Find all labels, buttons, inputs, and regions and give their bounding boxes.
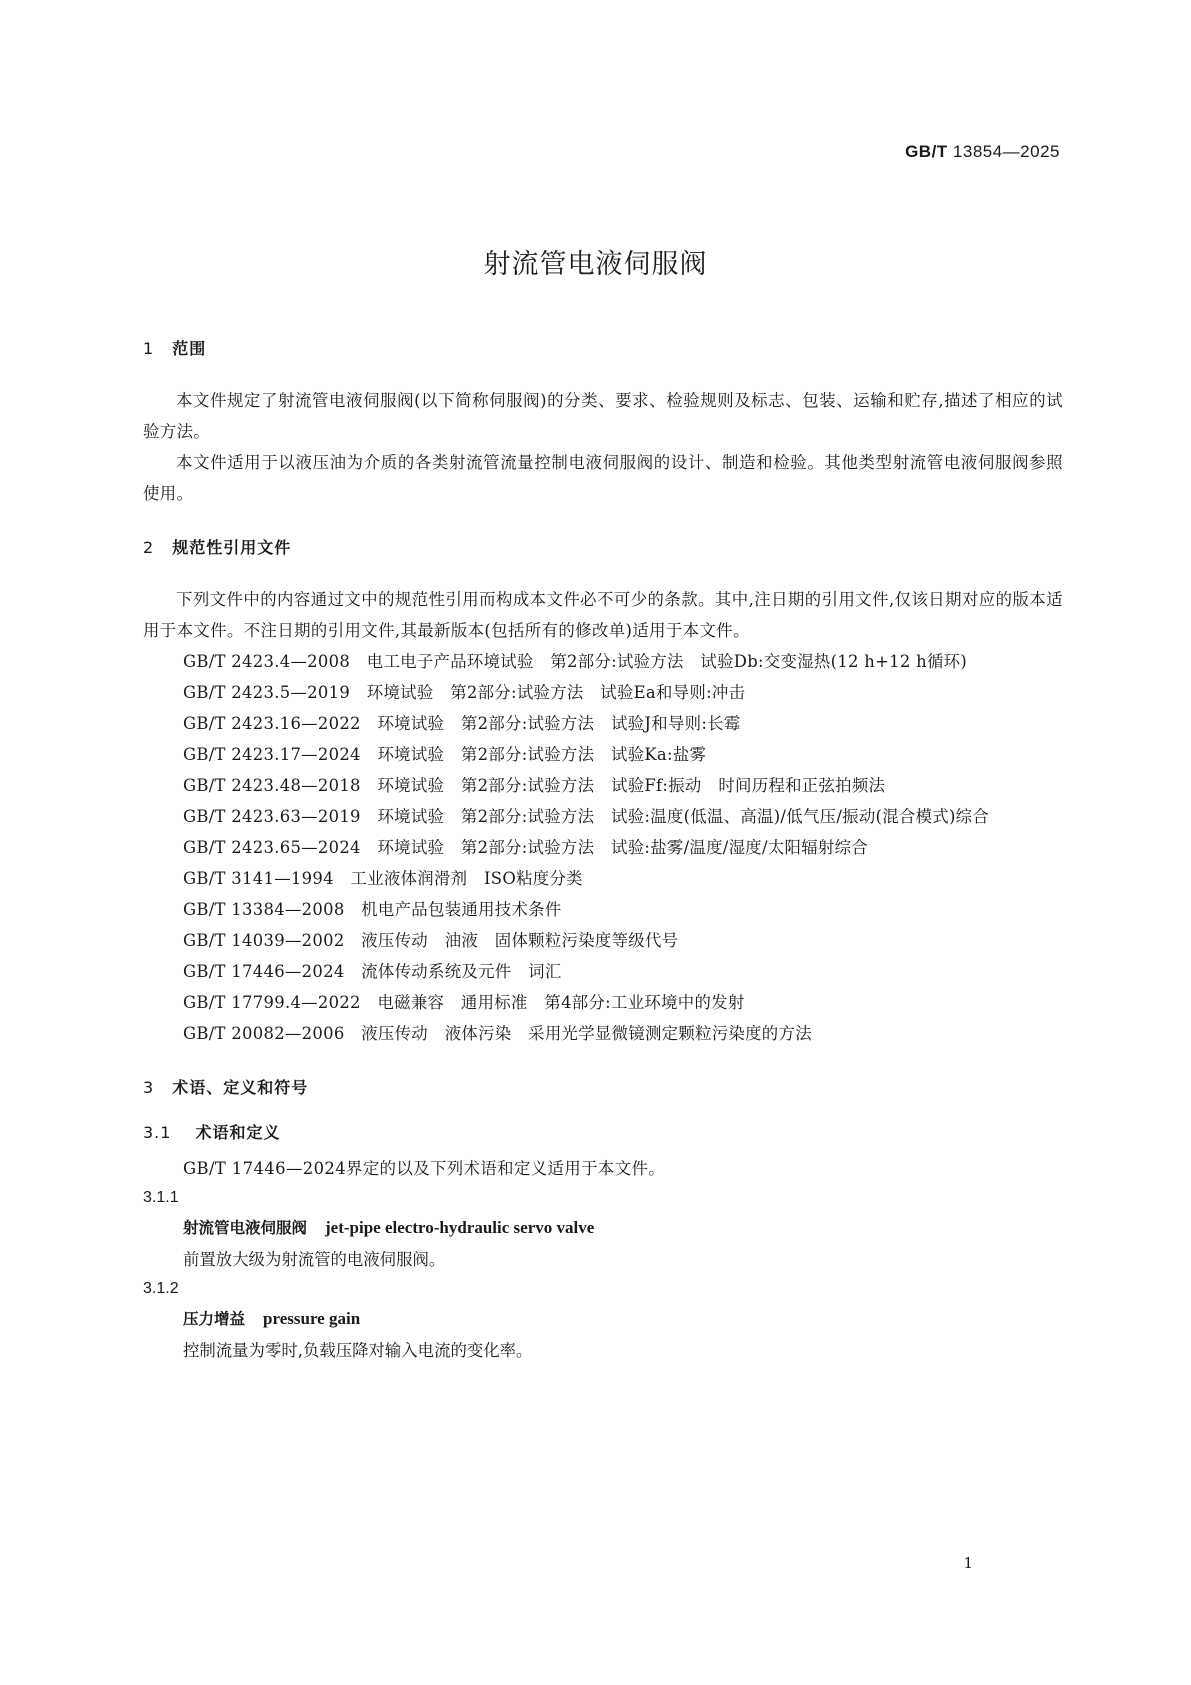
reference-item: GB/T 17446—2024 流体传动系统及元件 词汇 — [183, 962, 562, 981]
section-number: 1 — [143, 339, 155, 358]
document-body — [143, 336, 1063, 1366]
subsection-number: 3.1 — [143, 1123, 172, 1142]
paragraph: 本文件适用于以液压油为介质的各类射流管流量控制电液伺服阀的设计、制造和检验。其他类型射流管电液伺服阀参照使用。 — [143, 453, 1063, 503]
reference-item: GB/T 2423.48—2018 环境试验 第2部分:试验方法 试验Ff:振动 时间历程和正弦拍频法 — [183, 776, 886, 795]
reference-item: GB/T 14039—2002 液压传动 油液 固体颗粒污染度等级代号 — [183, 931, 679, 950]
reference-item: GB/T 2423.17—2024 环境试验 第2部分:试验方法 试验Ka:盐雾 — [183, 745, 707, 764]
term-heading — [143, 1212, 1063, 1244]
term-chinese: 压力增益 — [183, 1310, 246, 1328]
reference-item: GB/T 13384—2008 机电产品包装通用技术条件 — [183, 900, 562, 919]
section-2-heading — [143, 535, 1063, 558]
reference-item: GB/T 3141—1994 工业液体润滑剂 ISO粘度分类 — [183, 869, 583, 888]
term-english: jet-pipe electro-hydraulic servo valve — [325, 1218, 595, 1237]
standard-code — [905, 142, 1060, 162]
term-chinese: 射流管电液伺服阀 — [183, 1219, 308, 1237]
section-title: 范围 — [172, 339, 207, 358]
section-1-heading — [143, 336, 1063, 359]
term-heading — [143, 1303, 1063, 1335]
term-english: pressure gain — [263, 1309, 361, 1328]
term-number: 3.1.1 — [143, 1189, 179, 1206]
subsection-3-1-heading — [143, 1120, 1063, 1143]
paragraph: 本文件规定了射流管电液伺服阀(以下简称伺服阀)的分类、要求、检验规则及标志、包装、运输和贮存,描述了相应的试验方法。 — [143, 391, 1063, 441]
section-number: 3 — [143, 1078, 155, 1097]
reference-item: GB/T 2423.63—2019 环境试验 第2部分:试验方法 试验:温度(低温、高温)/低气压/振动(混合模式)综合 — [183, 807, 990, 826]
reference-item: GB/T 2423.5—2019 环境试验 第2部分:试验方法 试验Ea和导则:冲击 — [183, 683, 746, 702]
document-title: 射流管电液伺服阀 — [483, 249, 708, 280]
section-title: 术语、定义和符号 — [172, 1078, 309, 1097]
section-3-heading — [143, 1075, 1063, 1098]
paragraph: GB/T 17446—2024界定的以及下列术语和定义适用于本文件。 — [183, 1159, 666, 1178]
standard-code-number: 13854—2025 — [952, 142, 1060, 161]
section-number: 2 — [143, 538, 155, 557]
reference-item: GB/T 2423.16—2022 环境试验 第2部分:试验方法 试验J和导则:长霉 — [183, 714, 741, 733]
page-number: 1 — [963, 1554, 973, 1572]
reference-item: GB/T 20082—2006 液压传动 液体污染 采用光学显微镜测定颗粒污染度的方法 — [183, 1024, 812, 1043]
term-number: 3.1.2 — [143, 1280, 179, 1297]
reference-item: GB/T 2423.65—2024 环境试验 第2部分:试验方法 试验:盐雾/温度/湿度/太阳辐射综合 — [183, 838, 868, 857]
term-entry — [143, 1275, 1063, 1366]
term-definition: 前置放大级为射流管的电液伺服阀。 — [183, 1250, 446, 1269]
standard-code-prefix: GB/T — [905, 142, 948, 161]
section-title: 规范性引用文件 — [172, 538, 292, 557]
reference-list — [143, 646, 1063, 1049]
term-entry — [143, 1184, 1063, 1275]
reference-item: GB/T 2423.4—2008 电工电子产品环境试验 第2部分:试验方法 试验Db:交变湿热(12 h+12 h循环) — [183, 652, 968, 671]
reference-item: GB/T 17799.4—2022 电磁兼容 通用标准 第4部分:工业环境中的发射 — [183, 993, 745, 1012]
subsection-title: 术语和定义 — [195, 1123, 281, 1142]
paragraph: 下列文件中的内容通过文中的规范性引用而构成本文件必不可少的条款。其中,注日期的引用文件,仅该日期对应的版本适用于本文件。不注日期的引用文件,其最新版本(包括所有的修改单)适用于本文件。 — [143, 590, 1063, 640]
term-definition: 控制流量为零时,负载压降对输入电流的变化率。 — [183, 1341, 533, 1360]
